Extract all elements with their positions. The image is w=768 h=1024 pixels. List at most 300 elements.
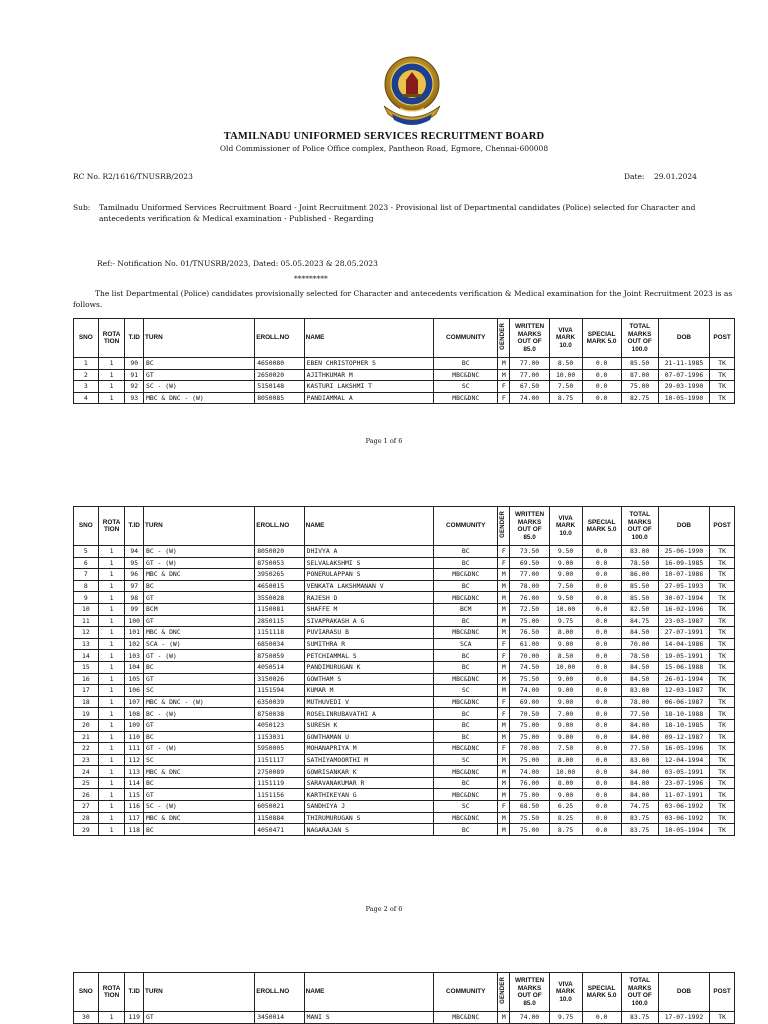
cell-name: VENKATA LAKSHMANAN V: [304, 580, 434, 592]
column-header-written-marks: WRITTEN MARKS OUT OF 85.0: [510, 973, 549, 1012]
cell-dob: 03-05-1991: [658, 766, 709, 778]
cell-total-marks: 84.50: [621, 673, 658, 685]
column-header-sno: SNO: [74, 507, 99, 546]
cell-name: SIVAPRAKASH A G: [304, 615, 434, 627]
cell-sno: 23: [74, 754, 99, 766]
cell-rotation: 1: [98, 708, 125, 720]
cell-special-mark: 0.0: [582, 358, 621, 370]
cell-rotation: 1: [98, 369, 125, 381]
cell-tid: 108: [125, 708, 144, 720]
cell-tid: 119: [125, 1012, 144, 1024]
cell-special-mark: 0.0: [582, 801, 621, 813]
cell-post: TK: [710, 777, 735, 789]
table-row: [74, 801, 735, 813]
column-header-dob: DOB: [658, 973, 709, 1012]
cell-gender: M: [498, 592, 510, 604]
date-value: 29.01.2024: [654, 172, 697, 181]
cell-name: RAJESH D: [304, 592, 434, 604]
cell-dob: 25-06-1990: [658, 546, 709, 558]
cell-community: MBC&DNC: [434, 766, 498, 778]
cell-eroll-no: 3450014: [255, 1012, 304, 1024]
cell-eroll-no: 3550028: [255, 592, 304, 604]
cell-rotation: 1: [98, 569, 125, 581]
cell-gender: M: [498, 766, 510, 778]
table-row: [74, 789, 735, 801]
table-row: [74, 369, 735, 381]
cell-special-mark: 0.0: [582, 731, 621, 743]
table-row: [74, 661, 735, 673]
cell-written-marks: 76.50: [510, 627, 549, 639]
cell-turn: BC: [144, 824, 255, 836]
cell-name: KUMAR M: [304, 685, 434, 697]
cell-rotation: 1: [98, 754, 125, 766]
cell-gender: F: [498, 801, 510, 813]
cell-community: BC: [434, 615, 498, 627]
cell-post: TK: [710, 592, 735, 604]
cell-community: BC: [434, 731, 498, 743]
cell-post: TK: [710, 824, 735, 836]
column-header-eroll-no: EROLL.NO: [255, 507, 304, 546]
cell-post: TK: [710, 743, 735, 755]
cell-tid: 99: [125, 603, 144, 615]
cell-eroll-no: 1153031: [255, 731, 304, 743]
cell-tid: 106: [125, 685, 144, 697]
cell-tid: 96: [125, 569, 144, 581]
subject-block: [73, 202, 735, 224]
cell-written-marks: 74.50: [510, 661, 549, 673]
column-header-post: POST: [710, 507, 735, 546]
cell-written-marks: 77.00: [510, 569, 549, 581]
cell-viva-mark: 9.00: [549, 673, 582, 685]
cell-name: MANI S: [304, 1012, 434, 1024]
cell-name: SURESH K: [304, 719, 434, 731]
cell-sno: 8: [74, 580, 99, 592]
cell-community: SC: [434, 685, 498, 697]
table-row: [74, 546, 735, 558]
column-header-tid: T.ID: [125, 973, 144, 1012]
cell-community: MBC&DNC: [434, 696, 498, 708]
column-header-total-marks: TOTAL MARKS OUT OF 100.0: [621, 973, 658, 1012]
cell-gender: M: [498, 580, 510, 592]
date-label: Date:: [624, 172, 645, 181]
cell-special-mark: 0.0: [582, 673, 621, 685]
cell-community: BC: [434, 661, 498, 673]
cell-special-mark: 0.0: [582, 546, 621, 558]
cell-rotation: 1: [98, 627, 125, 639]
cell-post: TK: [710, 708, 735, 720]
cell-name: PUVIARASU B: [304, 627, 434, 639]
cell-turn: GT: [144, 789, 255, 801]
cell-total-marks: 75.00: [621, 381, 658, 393]
cell-sno: 1: [74, 358, 99, 370]
cell-post: TK: [710, 731, 735, 743]
cell-written-marks: 77.00: [510, 369, 549, 381]
cell-name: SHAFFE M: [304, 603, 434, 615]
cell-gender: F: [498, 392, 510, 404]
cell-dob: 15-06-1988: [658, 661, 709, 673]
table-header-row: [74, 973, 735, 1012]
page-label-1: Page 1 of 6: [365, 437, 403, 445]
cell-special-mark: 0.0: [582, 743, 621, 755]
cell-gender: F: [498, 743, 510, 755]
cell-sno: 20: [74, 719, 99, 731]
cell-written-marks: 74.00: [510, 766, 549, 778]
cell-written-marks: 75.00: [510, 789, 549, 801]
cell-turn: GT - (W): [144, 557, 255, 569]
cell-eroll-no: 8050020: [255, 546, 304, 558]
cell-community: MBC&DNC: [434, 673, 498, 685]
cell-total-marks: 84.00: [621, 789, 658, 801]
cell-viva-mark: 9.75: [549, 1012, 582, 1024]
cell-eroll-no: 1150081: [255, 603, 304, 615]
table-row: [74, 381, 735, 393]
rc-number: RC No. R2/1616/TNUSRB/2023: [73, 172, 193, 181]
cell-total-marks: 77.50: [621, 708, 658, 720]
cell-special-mark: 0.0: [582, 650, 621, 662]
table-row: [74, 812, 735, 824]
table-row: [74, 766, 735, 778]
cell-dob: 18-10-1988: [658, 708, 709, 720]
cell-turn: GT - (W): [144, 650, 255, 662]
column-header-name: NAME: [304, 973, 434, 1012]
cell-sno: 27: [74, 801, 99, 813]
cell-dob: 17-07-1992: [658, 1012, 709, 1024]
cell-community: BC: [434, 719, 498, 731]
table-row: [74, 708, 735, 720]
cell-special-mark: 0.0: [582, 708, 621, 720]
cell-name: PONERULAPPAN S: [304, 569, 434, 581]
cell-sno: 29: [74, 824, 99, 836]
cell-post: TK: [710, 557, 735, 569]
cell-gender: F: [498, 650, 510, 662]
cell-gender: M: [498, 627, 510, 639]
cell-viva-mark: 8.50: [549, 358, 582, 370]
cell-viva-mark: 8.00: [549, 627, 582, 639]
cell-sno: 2: [74, 369, 99, 381]
cell-rotation: 1: [98, 801, 125, 813]
subject-label: Sub:: [73, 203, 91, 212]
cell-turn: GT: [144, 369, 255, 381]
cell-turn: GT: [144, 1012, 255, 1024]
cell-rotation: 1: [98, 580, 125, 592]
cell-turn: GT: [144, 592, 255, 604]
cell-dob: 10-05-1994: [658, 824, 709, 836]
cell-total-marks: 86.00: [621, 569, 658, 581]
column-header-rotation: ROTA TION: [98, 319, 125, 358]
cell-tid: 112: [125, 754, 144, 766]
cell-dob: 10-07-1986: [658, 569, 709, 581]
cell-special-mark: 0.0: [582, 381, 621, 393]
column-header-total-marks: TOTAL MARKS OUT OF 100.0: [621, 319, 658, 358]
cell-written-marks: 61.00: [510, 638, 549, 650]
cell-gender: M: [498, 754, 510, 766]
cell-turn: MBC & DNC - (W): [144, 696, 255, 708]
cell-post: TK: [710, 615, 735, 627]
cell-gender: M: [498, 824, 510, 836]
cell-name: SATHIYAMOORTHI M: [304, 754, 434, 766]
cell-community: BCM: [434, 603, 498, 615]
cell-eroll-no: 2850115: [255, 615, 304, 627]
cell-total-marks: 85.50: [621, 592, 658, 604]
cell-gender: M: [498, 358, 510, 370]
cell-gender: M: [498, 777, 510, 789]
table-row: [74, 392, 735, 404]
cell-sno: 11: [74, 615, 99, 627]
cell-dob: 16-02-1996: [658, 603, 709, 615]
cell-viva-mark: 10.00: [549, 603, 582, 615]
column-header-viva-mark: VIVA MARK 10.0: [549, 507, 582, 546]
cell-rotation: 1: [98, 789, 125, 801]
cell-eroll-no: 3150026: [255, 673, 304, 685]
cell-written-marks: 78.00: [510, 580, 549, 592]
cell-name: GOWRISANKAR K: [304, 766, 434, 778]
cell-eroll-no: 4050514: [255, 661, 304, 673]
column-header-community: COMMUNITY: [434, 973, 498, 1012]
cell-viva-mark: 9.00: [549, 731, 582, 743]
cell-total-marks: 85.50: [621, 580, 658, 592]
table-header-row: [74, 319, 735, 358]
cell-written-marks: 75.50: [510, 812, 549, 824]
cell-rotation: 1: [98, 381, 125, 393]
cell-special-mark: 0.0: [582, 824, 621, 836]
candidates-table-page-3: [73, 972, 735, 1024]
cell-special-mark: 0.0: [582, 766, 621, 778]
table-row: [74, 569, 735, 581]
cell-written-marks: 76.00: [510, 777, 549, 789]
cell-sno: 15: [74, 661, 99, 673]
cell-total-marks: 77.50: [621, 743, 658, 755]
table-row: [74, 557, 735, 569]
column-header-rotation: ROTA TION: [98, 973, 125, 1012]
cell-special-mark: 0.0: [582, 603, 621, 615]
cell-gender: F: [498, 638, 510, 650]
cell-name: DHIVYA A: [304, 546, 434, 558]
cell-total-marks: 83.00: [621, 546, 658, 558]
cell-name: MUTHUVEDI V: [304, 696, 434, 708]
cell-post: TK: [710, 1012, 735, 1024]
cell-viva-mark: 9.00: [549, 685, 582, 697]
cell-rotation: 1: [98, 777, 125, 789]
cell-community: MBC&DNC: [434, 369, 498, 381]
cell-rotation: 1: [98, 546, 125, 558]
cell-viva-mark: 9.00: [549, 557, 582, 569]
column-header-tid: T.ID: [125, 507, 144, 546]
cell-viva-mark: 7.00: [549, 708, 582, 720]
cell-tid: 109: [125, 719, 144, 731]
cell-special-mark: 0.0: [582, 638, 621, 650]
cell-name: MOHANAPRIYA M: [304, 743, 434, 755]
column-header-dob: DOB: [658, 507, 709, 546]
cell-total-marks: 78.00: [621, 696, 658, 708]
cell-eroll-no: 8750059: [255, 650, 304, 662]
cell-eroll-no: 8750053: [255, 557, 304, 569]
table-row: [74, 638, 735, 650]
cell-dob: 30-07-1994: [658, 592, 709, 604]
cell-dob: 09-12-1987: [658, 731, 709, 743]
cell-viva-mark: 9.50: [549, 546, 582, 558]
cell-total-marks: 83.75: [621, 824, 658, 836]
cell-total-marks: 82.50: [621, 603, 658, 615]
cell-gender: M: [498, 369, 510, 381]
cell-viva-mark: 10.00: [549, 766, 582, 778]
cell-gender: F: [498, 696, 510, 708]
cell-eroll-no: 1150884: [255, 812, 304, 824]
cell-turn: SC - (W): [144, 381, 255, 393]
cell-dob: 29-03-1990: [658, 381, 709, 393]
cell-turn: SC: [144, 754, 255, 766]
cell-special-mark: 0.0: [582, 777, 621, 789]
cell-eroll-no: 1151594: [255, 685, 304, 697]
cell-total-marks: 84.00: [621, 766, 658, 778]
cell-viva-mark: 9.00: [549, 569, 582, 581]
cell-dob: 23-03-1987: [658, 615, 709, 627]
cell-tid: 94: [125, 546, 144, 558]
cell-viva-mark: 9.00: [549, 789, 582, 801]
cell-community: MBC&DNC: [434, 812, 498, 824]
cell-viva-mark: 9.75: [549, 615, 582, 627]
cell-rotation: 1: [98, 696, 125, 708]
cell-rotation: 1: [98, 615, 125, 627]
cell-sno: 10: [74, 603, 99, 615]
table-row: [74, 719, 735, 731]
cell-special-mark: 0.0: [582, 661, 621, 673]
column-header-viva-mark: VIVA MARK 10.0: [549, 319, 582, 358]
cell-community: MBC&DNC: [434, 627, 498, 639]
column-header-community: COMMUNITY: [434, 507, 498, 546]
cell-viva-mark: 9.50: [549, 592, 582, 604]
cell-total-marks: 70.00: [621, 638, 658, 650]
cell-eroll-no: 2750089: [255, 766, 304, 778]
cell-eroll-no: 8750038: [255, 708, 304, 720]
column-header-rotation: ROTA TION: [98, 507, 125, 546]
cell-rotation: 1: [98, 812, 125, 824]
cell-eroll-no: 8050085: [255, 392, 304, 404]
cell-tid: 118: [125, 824, 144, 836]
table-row: [74, 650, 735, 662]
cell-total-marks: 84.00: [621, 719, 658, 731]
cell-gender: M: [498, 685, 510, 697]
cell-tid: 101: [125, 627, 144, 639]
cell-eroll-no: 3950265: [255, 569, 304, 581]
board-title: TAMILNADU UNIFORMED SERVICES RECRUITMENT BOARD: [223, 131, 545, 142]
cell-tid: 102: [125, 638, 144, 650]
cell-eroll-no: 1151119: [255, 777, 304, 789]
column-header-turn: TURN: [144, 973, 255, 1012]
cell-community: SCA: [434, 638, 498, 650]
cell-viva-mark: 7.50: [549, 743, 582, 755]
column-header-gender: GENDER: [498, 973, 510, 1012]
cell-dob: 27-05-1993: [658, 580, 709, 592]
cell-viva-mark: 8.00: [549, 777, 582, 789]
cell-rotation: 1: [98, 661, 125, 673]
cell-total-marks: 74.75: [621, 801, 658, 813]
cell-sno: 30: [74, 1012, 99, 1024]
cell-total-marks: 83.75: [621, 812, 658, 824]
cell-written-marks: 75.00: [510, 719, 549, 731]
cell-post: TK: [710, 719, 735, 731]
cell-turn: GT: [144, 673, 255, 685]
cell-name: KASTURI LAKSHMI T: [304, 381, 434, 393]
table-header-row: [74, 507, 735, 546]
cell-tid: 100: [125, 615, 144, 627]
cell-rotation: 1: [98, 638, 125, 650]
cell-sno: 26: [74, 789, 99, 801]
cell-viva-mark: 6.25: [549, 801, 582, 813]
column-header-turn: TURN: [144, 507, 255, 546]
cell-eroll-no: 5150148: [255, 381, 304, 393]
cell-turn: BCM: [144, 603, 255, 615]
cell-sno: 9: [74, 592, 99, 604]
cell-sno: 22: [74, 743, 99, 755]
cell-turn: MBC & DNC: [144, 569, 255, 581]
cell-special-mark: 0.0: [582, 592, 621, 604]
column-header-total-marks: TOTAL MARKS OUT OF 100.0: [621, 507, 658, 546]
cell-gender: M: [498, 719, 510, 731]
cell-special-mark: 0.0: [582, 615, 621, 627]
cell-name: SELVALAKSHMI S: [304, 557, 434, 569]
column-header-eroll-no: EROLL.NO: [255, 319, 304, 358]
cell-post: TK: [710, 789, 735, 801]
cell-total-marks: 82.75: [621, 392, 658, 404]
cell-dob: 21-11-1985: [658, 358, 709, 370]
cell-dob: 07-07-1996: [658, 369, 709, 381]
cell-eroll-no: 4050123: [255, 719, 304, 731]
cell-written-marks: 70.00: [510, 743, 549, 755]
table-row: [74, 615, 735, 627]
cell-sno: 18: [74, 696, 99, 708]
cell-total-marks: 84.50: [621, 627, 658, 639]
table-row: [74, 1012, 735, 1024]
column-header-name: NAME: [304, 319, 434, 358]
cell-written-marks: 74.00: [510, 685, 549, 697]
cell-tid: 93: [125, 392, 144, 404]
cell-sno: 5: [74, 546, 99, 558]
cell-post: TK: [710, 603, 735, 615]
cell-special-mark: 0.0: [582, 369, 621, 381]
cell-sno: 16: [74, 673, 99, 685]
cell-post: TK: [710, 650, 735, 662]
cell-eroll-no: 6350039: [255, 696, 304, 708]
cell-special-mark: 0.0: [582, 719, 621, 731]
cell-rotation: 1: [98, 603, 125, 615]
cell-tid: 114: [125, 777, 144, 789]
cell-dob: 12-03-1987: [658, 685, 709, 697]
cell-special-mark: 0.0: [582, 754, 621, 766]
cell-post: TK: [710, 661, 735, 673]
table-row: [74, 673, 735, 685]
cell-total-marks: 83.00: [621, 754, 658, 766]
cell-total-marks: 84.00: [621, 777, 658, 789]
column-header-gender: GENDER: [498, 319, 510, 358]
cell-name: NAGARAJAN S: [304, 824, 434, 836]
cell-sno: 14: [74, 650, 99, 662]
column-header-dob: DOB: [658, 319, 709, 358]
column-header-special-mark: SPECIAL MARK 5.0: [582, 973, 621, 1012]
cell-written-marks: 72.50: [510, 603, 549, 615]
cell-post: TK: [710, 812, 735, 824]
table-row: [74, 754, 735, 766]
cell-community: MBC&DNC: [434, 569, 498, 581]
cell-tid: 95: [125, 557, 144, 569]
cell-viva-mark: 8.75: [549, 392, 582, 404]
table-row: [74, 592, 735, 604]
cell-turn: MBC & DNC: [144, 627, 255, 639]
cell-special-mark: 0.0: [582, 392, 621, 404]
cell-rotation: 1: [98, 731, 125, 743]
cell-post: TK: [710, 580, 735, 592]
column-header-post: POST: [710, 973, 735, 1012]
cell-gender: M: [498, 569, 510, 581]
